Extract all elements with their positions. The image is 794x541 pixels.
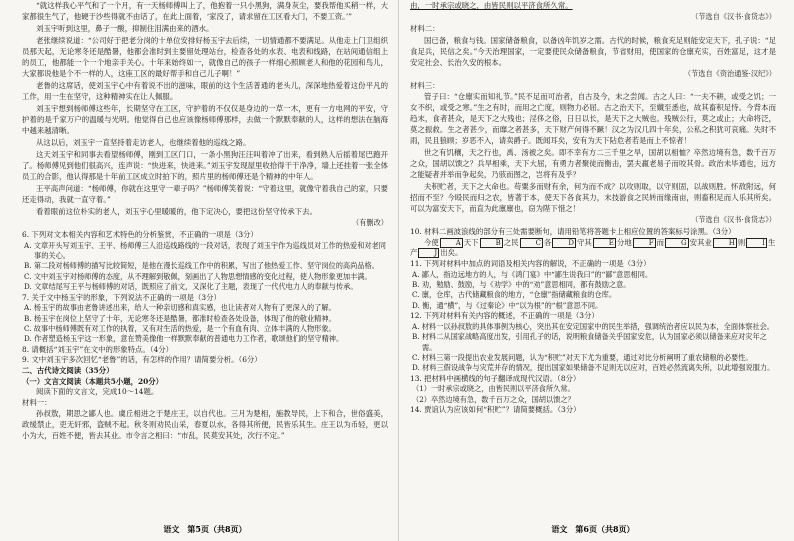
question-13-part-2: （2）卒然边境有急，数千百万之众，国胡以馈之？ <box>412 394 575 404</box>
material-1-source: （节选自《汉书·食货志》） <box>691 12 776 21</box>
option-a: A. 文章开头写刘玉宇、王平、杨师傅三人沿巡线路线的一段对话，表现了刘玉宇作为巡线员对工作的热爱和对老同事的关心。 <box>24 240 386 260</box>
material-3-source: （节选自《汉书·食货志》） <box>691 215 776 225</box>
story-paragraph: 刘玉宇想到杨师傅这些年，长期坚守在工区，守护着的不仅仅是身边的一草一木，更有一方电网的平安，守护着的是千家万户的温暖与光明。他觉得自己也应该像杨师傅那样，去做一个默默奉献的人，这样的想法在脑海中越来越清晰。 <box>22 104 388 135</box>
right-page <box>410 0 776 541</box>
answer-box-g[interactable]: G <box>665 238 689 248</box>
story-paragraph: 王平高声问道：“杨师傅，你就在这里守一辈子吗？”杨师傅笑着说：“守着这里，就像守着我自己的家，只要还走得动，我就一直守着。” <box>22 184 388 204</box>
question-10-answer-line: 今使 A 天下 B 之民 C 各 D 守其 E 分地 F 而 G 安其业 H 则 I 生产 J 出矣。 <box>410 237 776 258</box>
page-number-right: 语文 第6页（共8页） <box>551 524 635 534</box>
question-6 <box>22 230 388 293</box>
material-1-text: 孙叔敖，期思之鄙人也。虞丘相进之于楚庄王，以自代也。三月为楚相，施教导民，上下和合，世俗盛美，政缓禁止，吏无奸邪，盗贼不起。秋冬则劝民山采，春夏以水，各得其所便，民皆乐其生。庄王以为币轻，更以小为大，百姓不便，皆去其业。市令言之相曰：“市乱，民莫安其处，次行不定。” <box>22 409 388 441</box>
option-a: A. 材料一以孙叔敖的具体事例为核心，突出其在安定国家中的民生举措，强调统治者应以民为本，全面体察社会。 <box>412 321 774 331</box>
material-3-title: 材料三： <box>410 80 440 90</box>
answer-box-i[interactable]: I <box>746 238 767 248</box>
story-paragraph: 这天刘玉宇和同事去看望杨师傅，刚到工区门口，一条小黑狗汪汪叫着冲了出来，看到熟人后摇着尾巴跑开了。杨师傅见到他们很高兴，连声说：“快进来，快进来。”刘玉宇发现屋里收拾得干干净净，墙上还挂着一张全体员工的合影，他认得那是十年前工区成立时拍下的，照片里的杨师傅还是个精神的中年人。 <box>22 150 388 181</box>
question-8: 8. 请概括“刘玉宇”在文中的形象特点。（4分） <box>22 344 173 354</box>
question-14: 14. 贾谊认为应该如何“积贮”？请简要概括。（3分） <box>410 405 581 415</box>
option-d: D. 文章结尾写王平与杨师傅的对话，既照应了前文，又深化了主题，表现了一代代电力人的奉献与传承。 <box>24 282 358 292</box>
section-heading: 二、古代诗文阅读（35分） <box>22 366 114 376</box>
option-d: D. 材料三假设战争与灾荒并存的情况，提出国家如果储备不足则无以应对，百姓必然流离失所，以此增强说服力。 <box>412 363 775 373</box>
story-source: （有删改） <box>352 218 388 227</box>
story-paragraph: 从这以后，刘玉宇一直坚持着走访老人，也继续着他的巡线之路。 <box>36 138 251 147</box>
answer-box-a[interactable]: A <box>440 238 463 248</box>
question-stem: 7. 关于文中杨玉宇的形象，下列说法不正确的一项是（3分） <box>22 292 221 302</box>
material-1-title: 材料一： <box>22 397 52 407</box>
question-10: 10. 材料二画波浪线的部分有三处需要断句，请用铅笔将答题卡上相应位置的答案标号涂黑。（3分） <box>410 227 736 237</box>
story-paragraph: “就这样我心平气和了一个月，有一天杨师傅叫上了，他抱着一只小黑狗，满身灰尘，要我帮他买稍一样，大家都很生气了，他硬于沙些得就不由话了，在此上面着，‘家没了，请求留在工区看大门，不要工资。’” <box>22 1 388 21</box>
question-13-part-1: （1）一时承宗或晓之，由皆民则以平济食所久常。 <box>412 384 575 394</box>
option-a: A. 杨玉宇的故事由老鲁讲述出来，给人一种亲切感和真实感，也让读者对人物有了更深入的了解。 <box>24 303 336 313</box>
option-b: B. 杨玉宇在岗位上坚守了十年，无论寒冬还是酷暑，都准时检查各处设备，体现了他的敬业精神。 <box>24 313 336 323</box>
option-c: C. 材料三第一段提出农业发展问题，认为“积贮”对天下尤为重要，通过对比分析阐明了重农储粮的必要性。 <box>412 353 753 362</box>
story-paragraph: 老张继续说道：“公司好于把老分岗的十单位安排好杨玉宇去后续，一切情通都不要满足。从他走上门卫组织员那天起，无论寒冬还是酷暑，他都会准时到主要留处理站台，检查各处的水表、电表和线路，在站间通信组上的员工，他都能一个一个地亲手关心。十年来始终如一，就像自己的孩子一样细心照顾老人和他的花园和鸟儿，大家都说他是个不一样的人，这座工区的最好帮手和自己儿子啊！” <box>22 36 388 78</box>
answer-box-e[interactable]: E <box>593 238 616 248</box>
question-11 <box>410 259 776 311</box>
question-stem: 11. 下列对材料中加点的词语及相关内容的解说，不正确的一项是（3分） <box>410 258 651 268</box>
material-2-title: 材料二： <box>410 24 440 33</box>
option-d: D. 衡，通“横”，与《过秦论》中“以为根”的“根”意思不同。 <box>412 300 603 310</box>
option-a: A. 鄙人，指边远地方的人，与《鸿门宴》中“鄙生说我曰”的“鄙”意思相同。 <box>412 269 653 279</box>
answer-box-c[interactable]: C <box>520 238 543 248</box>
left-page <box>22 0 388 541</box>
question-13: 13. 把材料中画横线的句子翻译成现代汉语。（8分） <box>410 373 581 383</box>
question-7 <box>22 293 388 345</box>
material-2-text: 国已备，粮食与钱。国家储备粮食，以备凶年饥岁之需。古代的时候，粮食充足则能安定天下，孔子说：“足食足兵，民信之矣。”今天治理国家，一定要使民众储备粮食，节省财用，使国家的仓廪充实，百姓富足，这才是安定社会、长治久安的根本。 <box>410 35 776 67</box>
question-12 <box>410 311 776 374</box>
material-3-text: 世之有饥穰，天之行也，禹、汤被之矣。即不幸有方二三千里之旱，国胡以相恤？卒然边境有急，数千百万之众，国胡以馈之？兵旱相乘，天下大屈，有勇力者聚徒而衡击，罢夫羸老易子而咬其骨。政治未毕通也，远方之能疑者并举而争起矣，乃骇而图之，岂将有及乎？ <box>410 148 776 180</box>
question-stem: 6. 下列对文本相关内容和艺术特色的分析鉴赏，不正确的一项是（3分） <box>22 230 258 239</box>
story-paragraph: 老鲁的这席话，使刘玉宇心中有着说不出的滋味，眼前的这个生活普通的老头儿，深深地热爱着这份平凡的工作，用一生在坚守，这种精神实在让人佩服。 <box>22 81 388 101</box>
option-d: D. 作者塑造杨玉宇这一形象，意在赞美像他一样默默奉献的普通电力工作者，歌颂他们的坚守精神。 <box>24 334 344 344</box>
option-b: B. 材料二从国家战略高度出发，引用孔子的话，说明粮食储备关乎国家安危，认为国家必须以储备来应对灾年之需。 <box>412 332 767 352</box>
question-stem: 12. 下列对材料有关内容的概述，不正确的一项是（3分） <box>410 311 599 321</box>
answer-box-h[interactable]: H <box>713 238 737 248</box>
option-b: B. 第二段对杨师傅的描写比较简短，是他在漫长巡线工作中的积累，写出了他热爱工作、坚守岗位的高尚品格。 <box>24 261 379 271</box>
option-c: C. 文中刘玉宇对杨师傅的态度，从不理解到敬佩，刻画出了人物思想情感的变化过程，使人物形象更加丰满。 <box>24 271 372 281</box>
subsection-instruction: 阅读下面的文言文，完成10～14题。 <box>36 387 159 397</box>
answer-box-j[interactable]: J <box>418 248 439 258</box>
answer-box-f[interactable]: F <box>633 238 656 248</box>
answer-box-d[interactable]: D <box>552 238 576 248</box>
option-c: C. 故事中杨师傅既有对工作的执着，又有对生活的热爱，是一个有血有肉、立体丰满的人物形象。 <box>24 324 336 334</box>
material-3-text: 夫积贮者，天下之大命也。苟粟多而财有余，何为而不成？以攻则取，以守则固，以战则胜。怀敌附远，何招而不至？今殴民而归之农，皆著于本，使天下各食其力，末技游食之民转而缘南亩，则畜积足而人乐其所矣。可以为富安天下，而直为此廪廪也，窃为陛下惜之！ <box>410 182 776 214</box>
page-divider <box>398 0 399 541</box>
material-3-text: 管子曰：“仓廪实而知礼节。”民不足而可治者，自古及今，未之尝闻。古之人曰：“一夫不耕，或受之饥；一女不织，或受之寒。”生之有时，而用之亡度，则物力必屈。古之治天下，至孅至悉也，故其畜积足恃。今背本而趋末，食者甚众，是天下之大残也；淫侈之俗，日日以长，是天下之大贼也。残贼公行，莫之或止；大命将泛，莫之振救。生之者甚少，而靡之者甚多，天下财产何得不蹶！汉之为汉几四十年矣，公私之积犹可哀痛。失时不雨，民且狼顾；岁恶不入，请卖爵子。既闻耳矣，安有为天下阽危者若是而上不惊者！ <box>410 92 776 146</box>
subsection-heading: （一）文言文阅读（本题共5小题，20分） <box>22 376 164 386</box>
material-2-source: （节选自《资治通鉴·汉纪》） <box>683 68 776 78</box>
material-1-continued: 由，一时承宗或晓之，由皆民则以平济食所久常。 <box>410 1 573 10</box>
story-text <box>22 0 388 217</box>
story-paragraph: 刘玉宇听到这里，鼻子一酸，抑制住泪满由来的酒水。 <box>36 24 214 33</box>
story-paragraph: 看着眼前这位朴实的老人，刘玉宇心里暖暖的，他下定决心，要把这份坚守传承下去。 <box>36 207 317 216</box>
option-b: B. 劝，勉励、鼓励，与《劝学》中的“劝”意思相同，都有鼓励之意。 <box>412 279 631 289</box>
option-c: C. 廪，仓库，古代储藏粮食的地方，“仓廪”指储藏粮食的仓库。 <box>412 290 617 300</box>
page-number-left: 语文 第5页（共8页） <box>163 524 247 534</box>
question-9: 9. 文中刘玉宇多次回忆“老鲁”的话，有怎样的作用？请简要分析。（6分） <box>22 355 262 365</box>
answer-box-b[interactable]: B <box>480 238 503 248</box>
